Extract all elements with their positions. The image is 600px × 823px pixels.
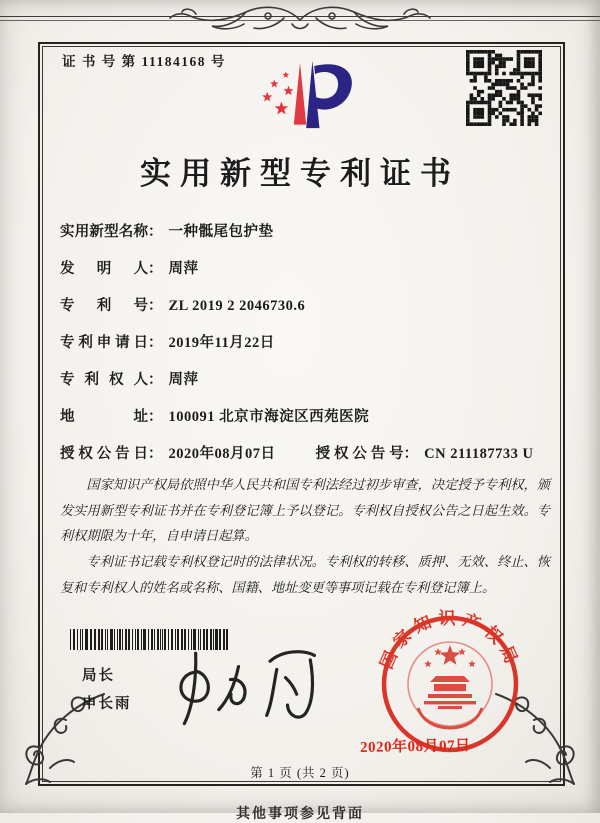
field-colon: ： xyxy=(148,372,163,388)
field-colon: ： xyxy=(148,409,163,425)
field-colon: ： xyxy=(403,446,419,462)
director-title: 局长 xyxy=(82,668,115,684)
handwritten-signature xyxy=(164,639,347,729)
grant-no-value: CN 211187733 U xyxy=(424,446,534,462)
logo-p-bowl xyxy=(314,64,352,109)
field-value: 周萍 xyxy=(168,261,199,277)
qr-code xyxy=(466,50,542,126)
field-value: 2019年11月22日 xyxy=(168,335,275,351)
fields-block xyxy=(60,220,552,479)
svg-text:国家知识产权局 xyxy=(377,609,523,672)
field-value: 100091 北京市海淀区西苑医院 xyxy=(168,409,370,425)
field-value: 周萍 xyxy=(168,372,199,388)
field-label: 实用新型名称 xyxy=(60,224,148,240)
field-row-inventor xyxy=(60,257,552,279)
field-row-filing-date xyxy=(60,331,552,353)
certificate-title: 实用新型专利证书 xyxy=(140,156,460,191)
dragon-ornament xyxy=(168,0,432,36)
field-label: 专利权人 xyxy=(60,372,148,388)
seal-org-text: 国家知识产权局 xyxy=(376,609,524,672)
field-label: 发明人 xyxy=(60,261,148,277)
logo-red-triangle xyxy=(294,63,306,125)
field-label: 地址 xyxy=(60,409,148,425)
field-label: 授权公告日 xyxy=(60,446,148,462)
field-colon: ： xyxy=(148,446,163,462)
seal-emblem xyxy=(408,642,492,728)
page-footer: 第 1 页 (共 2 页) xyxy=(250,766,350,780)
field-value: 一种骶尾包护垫 xyxy=(168,224,274,240)
grant-date-value: 2020年08月07日 xyxy=(168,446,276,462)
field-row-name xyxy=(60,220,552,242)
legal-text xyxy=(60,472,550,601)
paragraph-2: 专利证书记载专利权登记时的法律状况。专利权的转移、质押、无效、终止、恢复和专利权人的姓名或名称、国籍、地址变更等事项记载在专利登记簿上。 xyxy=(60,554,550,595)
field-colon: ： xyxy=(148,224,163,240)
field-row-address xyxy=(60,405,552,427)
paragraph-1: 国家知识产权局依照中华人民共和国专利法经过初步审查，决定授予专利权，颁发实用新型专利证书并在专利登记簿上予以登记。专利权自授权公告之日起生效。专利权期限为十年，自申请日起算。 xyxy=(60,477,550,544)
field-colon: ： xyxy=(148,335,163,351)
field-row-patent-no xyxy=(60,294,552,316)
seal-date: 2020年08月07日 xyxy=(359,738,471,756)
field-label: 专利号 xyxy=(60,298,148,314)
logo-stars xyxy=(262,71,293,114)
field-label: 专利申请日 xyxy=(60,335,148,351)
cnipa-logo xyxy=(238,54,362,142)
back-note: 其他事项参见背面 xyxy=(236,807,364,822)
field-value: ZL 2019 2 2046730.6 xyxy=(168,298,306,314)
field-colon: ： xyxy=(148,298,163,314)
field-label: 授权公告号 xyxy=(315,446,404,462)
director-name: 申长雨 xyxy=(82,696,132,712)
field-colon: ： xyxy=(148,261,163,277)
field-row-grant xyxy=(60,442,552,464)
certificate-number: 证 书 号 第 11184168 号 xyxy=(62,54,226,69)
field-row-patentee xyxy=(60,368,552,390)
